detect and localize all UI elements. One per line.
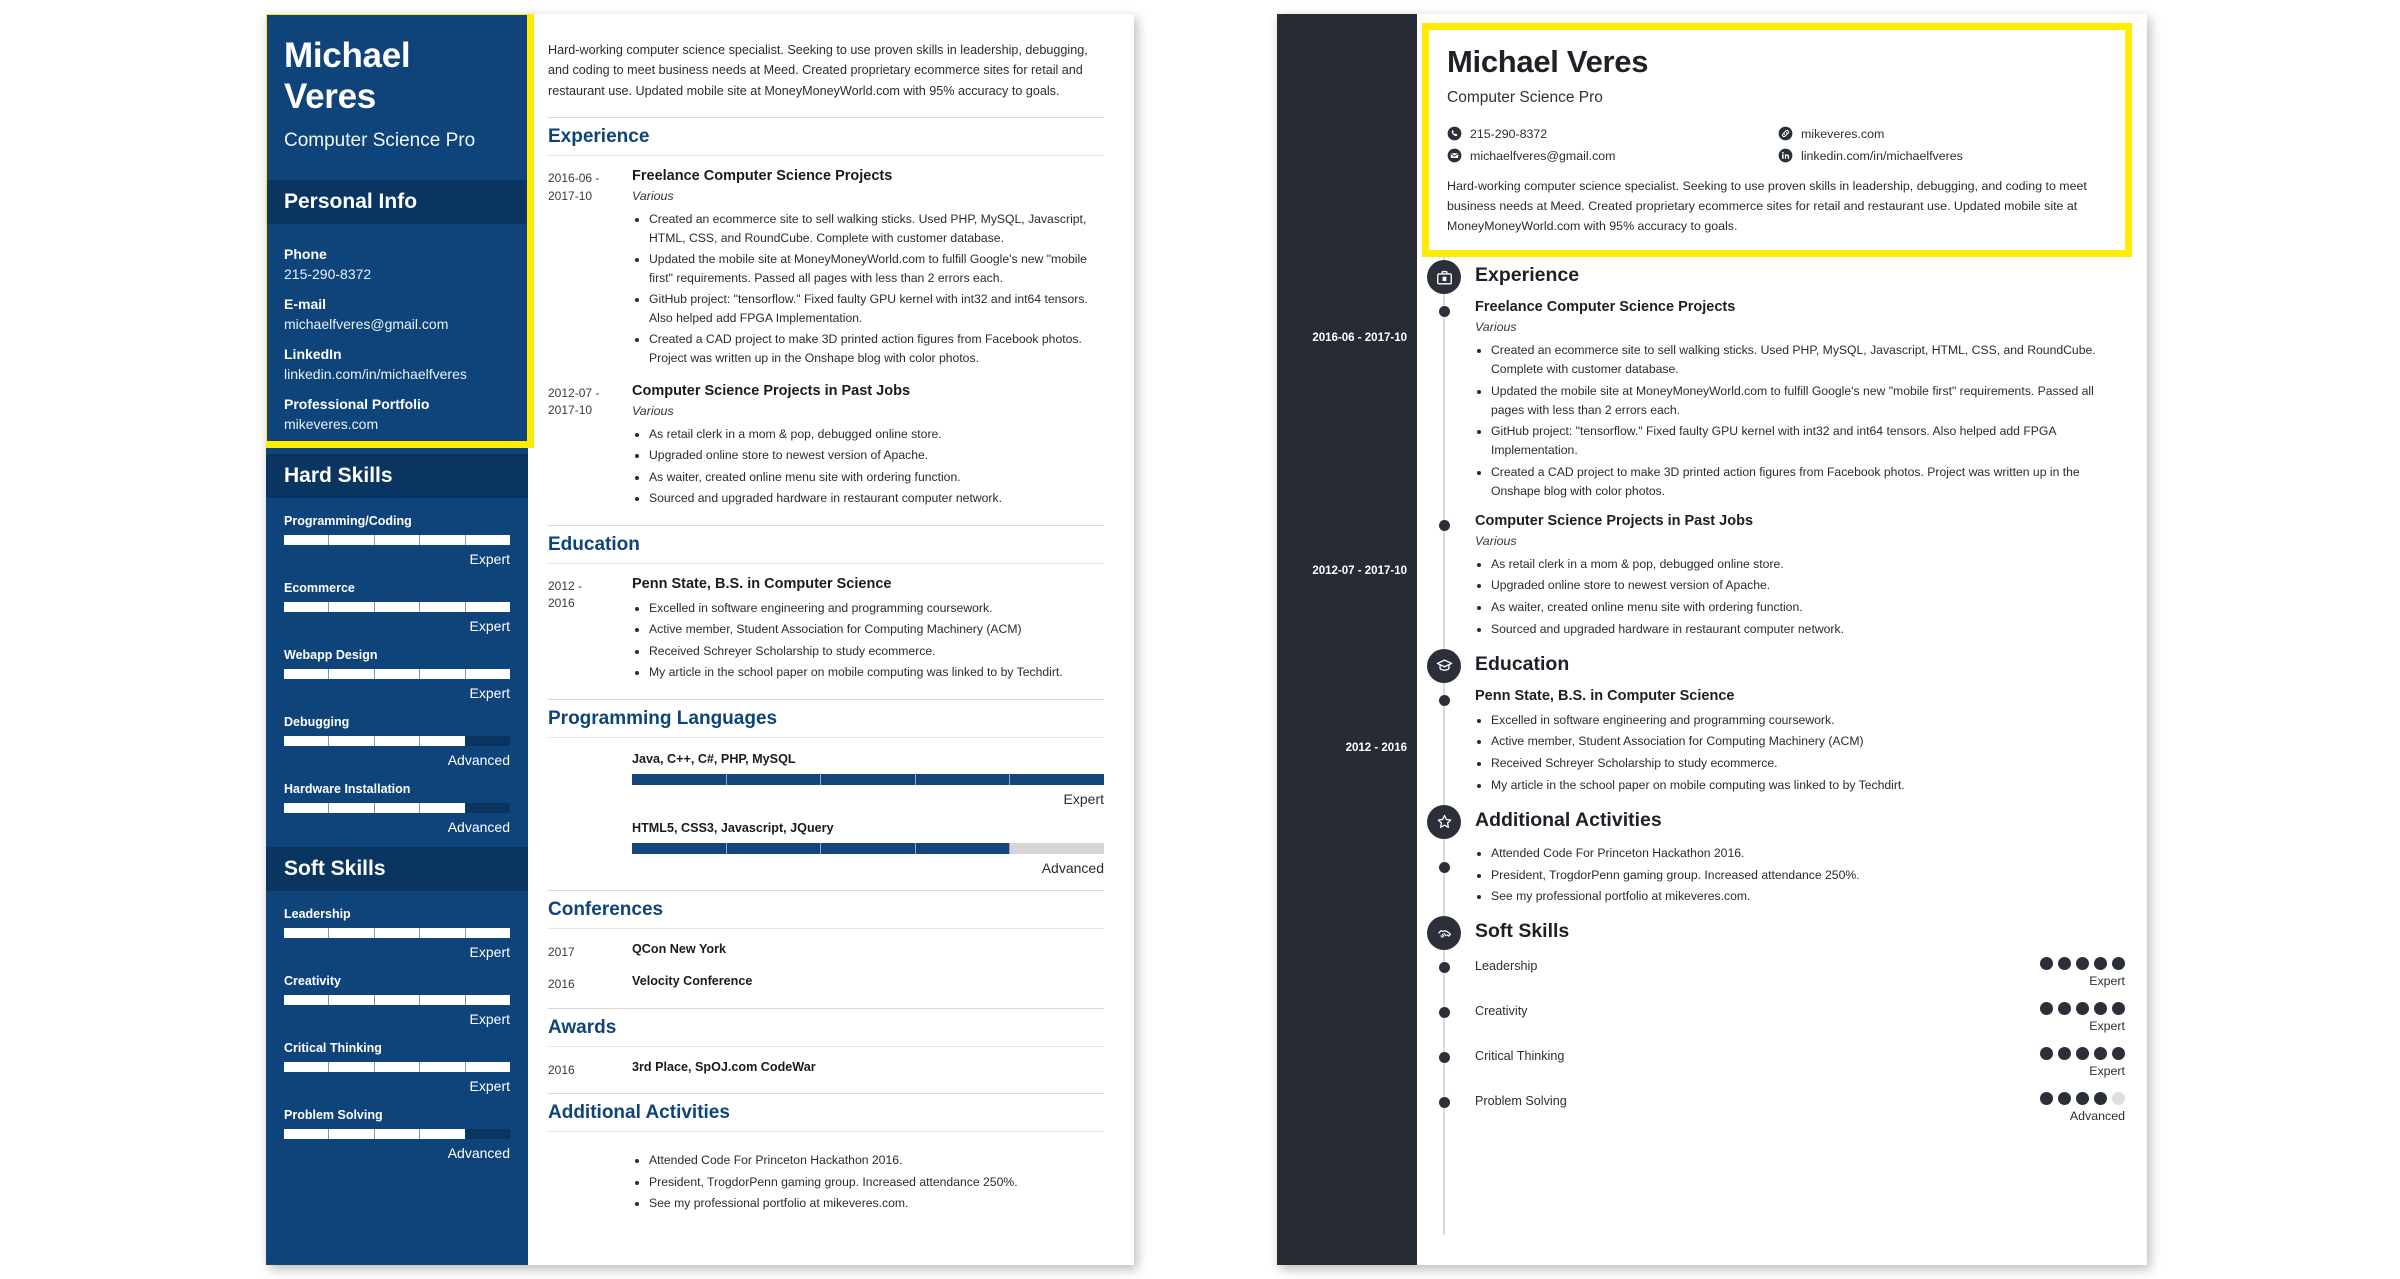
list-item: • Updated the mobile site at MoneyMoneyWorld.com to fulfill Google's new "mobile first" requirements. Passed all pages with less than 2 errors each. — [1491, 382, 2125, 420]
rating-dot-filled — [2076, 957, 2089, 970]
rating-dots — [2040, 1092, 2125, 1105]
rating-dot-filled — [2058, 957, 2071, 970]
list-item: • My article in the school paper on mobile computing was linked to by Techdirt. — [649, 663, 1104, 682]
list-item: • Upgraded online store to newest version of Apache. — [649, 446, 1104, 465]
right-header-highlight-box — [1429, 30, 2125, 250]
skill-label: Hardware Installation — [284, 782, 411, 796]
skill-bar — [284, 1129, 510, 1139]
skill-level: Advanced — [2069, 1109, 2125, 1124]
contact-value: 215-290-8372 — [1470, 126, 1548, 141]
skill-level: Expert — [469, 618, 510, 634]
left-resume-sidebar — [266, 14, 528, 1265]
contact-list — [266, 224, 528, 442]
list-item: • My article in the school paper on mobile computing was linked to by Techdirt. — [1491, 776, 2125, 795]
entry-org: Various — [1475, 533, 1517, 548]
skill-label: Creativity — [284, 974, 341, 988]
summary-text: Hard-working computer science specialist. Seeking to use proven skills in leadership, debugging, and coding to meet business needs at Meed. Created proprietary ecommerce sites for retail and restaurant use. Updated mobile site at MoneyMoneyWorld.com with 95% accuracy to goals. — [1447, 179, 2087, 234]
skill-level: Expert — [469, 685, 510, 701]
timeline-dot — [1439, 520, 1450, 531]
timeline-date: 2012-07 - 2017-10 — [1312, 565, 1407, 577]
skill-level: Expert — [469, 944, 510, 960]
experience-entry — [548, 383, 1104, 511]
timeline-date: 2016-06 - 2017-10 — [1312, 332, 1407, 344]
entry-dates: 2012 - 2016 — [548, 578, 583, 611]
rating-dot-filled — [2040, 957, 2053, 970]
skill-bar-ticks — [284, 602, 510, 612]
skill-label: Leadership — [284, 907, 351, 921]
award-row — [548, 1060, 1104, 1079]
list-item: • As retail clerk in a mom & pop, debugged online store. — [649, 425, 1104, 444]
list-item: • Active member, Student Association for Computing Machinery (ACM) — [649, 620, 1104, 639]
star-icon — [1427, 805, 1461, 839]
language-row — [548, 752, 1104, 807]
entry-bullets — [649, 425, 1104, 508]
skill-level: Expert — [469, 551, 510, 567]
rating-dots — [2040, 1002, 2125, 1015]
list-item: • Excelled in software engineering and programming coursework. — [1491, 711, 2125, 730]
linkedin-icon — [1778, 148, 1793, 163]
timeline-dot — [1439, 962, 1450, 973]
award-year: 2016 — [548, 1062, 575, 1077]
additional-activities-entry — [548, 1144, 1104, 1216]
language-level: Expert — [1063, 790, 1104, 807]
list-item: • Received Schreyer Scholarship to study ecommerce. — [649, 642, 1104, 661]
entry-role: Penn State, B.S. in Computer Science — [1475, 687, 1735, 704]
skill-bar-ticks — [284, 1062, 510, 1072]
entry-bullets — [1491, 844, 2125, 906]
skill-label: Critical Thinking — [1475, 1049, 1565, 1064]
skill-row — [284, 1041, 510, 1094]
rating-dot-filled — [2076, 1047, 2089, 1060]
contact-label-linkedin: LinkedIn — [284, 346, 342, 362]
entry-dates: 2012-07 - 2017-10 — [548, 385, 600, 417]
section-additional-activities — [1417, 805, 2125, 832]
list-item: • Excelled in software engineering and programming coursework. — [649, 599, 1104, 618]
rating-dot-filled — [2094, 957, 2107, 970]
rating-dot-filled — [2076, 1002, 2089, 1015]
section-header-soft-skills: Soft Skills — [266, 847, 528, 891]
section-heading-experience: Experience — [1475, 264, 1580, 287]
contact-linkedin[interactable] — [1778, 148, 2109, 163]
contact-value: mikeveres.com — [1801, 126, 1885, 141]
page-title: Michael Veres — [1447, 44, 1649, 79]
conference-year: 2016 — [548, 977, 575, 992]
list-item: • Upgraded online store to newest version of Apache. — [1491, 576, 2125, 595]
contact-email[interactable] — [1447, 148, 1778, 163]
section-heading-education: Education — [1475, 652, 1570, 675]
language-level: Advanced — [1041, 859, 1104, 876]
education-entry — [548, 576, 1104, 685]
entry-role: Computer Science Projects in Past Jobs — [632, 382, 911, 399]
contact-label-phone: Phone — [284, 246, 327, 262]
section-soft-skills — [1417, 916, 2125, 943]
skill-bar — [284, 803, 510, 813]
handshake-icon — [1427, 916, 1461, 950]
soft-skill-row — [1417, 1002, 2125, 1033]
skill-level: Expert — [2089, 1019, 2125, 1034]
section-heading-soft-skills: Soft Skills — [1475, 920, 1570, 943]
resume-page-right — [1277, 14, 2147, 1265]
list-item: • Updated the mobile site at MoneyMoneyWorld.com to fulfill Google's new "mobile first" requirements. Passed all pages with less than 2 errors each. — [649, 250, 1104, 287]
skill-row — [284, 581, 510, 634]
conference-row — [548, 942, 1104, 961]
rating-dot-filled — [2076, 1092, 2089, 1105]
resume-page-left — [266, 14, 1134, 1265]
skill-bar-ticks — [284, 736, 510, 746]
contact-value: michaelfveres@gmail.com — [1470, 148, 1616, 163]
timeline-dot — [1439, 306, 1450, 317]
contact-phone[interactable] — [1447, 126, 1778, 141]
rating-dot-filled — [2040, 1092, 2053, 1105]
skill-level: Advanced — [447, 819, 510, 835]
skill-row — [284, 514, 510, 567]
contact-value-portfolio: mikeveres.com — [284, 416, 379, 432]
rating-dot-filled — [2058, 1047, 2071, 1060]
language-bar-ticks — [632, 843, 1104, 854]
conference-row — [548, 974, 1104, 993]
entry-role: Computer Science Projects in Past Jobs — [1475, 512, 1754, 529]
entry-bullets — [1491, 341, 2125, 500]
language-label: Java, C++, C#, PHP, MySQL — [632, 751, 796, 766]
list-item: • Attended Code For Princeton Hackathon 2016. — [1491, 844, 2125, 863]
right-resume-main — [1417, 14, 2147, 1265]
skill-label: Ecommerce — [284, 581, 355, 595]
skill-bar — [284, 928, 510, 938]
entry-org: Various — [1475, 320, 1517, 335]
section-heading-education: Education — [548, 525, 1104, 564]
skill-row — [284, 1108, 510, 1161]
section-heading-programming-languages: Programming Languages — [548, 699, 1104, 738]
skill-row — [284, 715, 510, 768]
entry-bullets — [649, 210, 1104, 367]
entry-dates: 2016-06 - 2017-10 — [548, 171, 600, 203]
rating-dot-filled — [2094, 1002, 2107, 1015]
skill-label: Webapp Design — [284, 648, 378, 662]
skill-level: Advanced — [447, 1145, 510, 1161]
rating-dot-filled — [2112, 957, 2125, 970]
entry-role: Freelance Computer Science Projects — [1475, 299, 1736, 316]
rating-dot-filled — [2040, 1002, 2053, 1015]
rating-dot-filled — [2040, 1047, 2053, 1060]
section-header-hard-skills: Hard Skills — [266, 454, 528, 498]
skill-bar — [284, 602, 510, 612]
list-item: • As waiter, created online menu site with ordering function. — [1491, 598, 2125, 617]
contact-list — [1447, 119, 2109, 163]
skill-row — [284, 907, 510, 960]
hard-skills-list — [266, 498, 528, 835]
entry-bullets — [649, 599, 1104, 682]
list-item: • Created an ecommerce site to sell walking sticks. Used PHP, MySQL, Javascript, HTML, CSS, and RoundCube. Complete with customer database. — [649, 210, 1104, 247]
soft-skills-list — [266, 891, 528, 1161]
section-heading-additional-activities: Additional Activities — [1475, 808, 1662, 831]
rating-dots — [2040, 1047, 2125, 1060]
entry-bullets — [1491, 555, 2125, 639]
section-heading-additional-activities: Additional Activities — [548, 1093, 1104, 1132]
skill-bar-ticks — [284, 669, 510, 679]
entry-role: Penn State, B.S. in Computer Science — [632, 575, 892, 592]
entry-org: Various — [632, 189, 674, 204]
rating-dot-filled — [2094, 1047, 2107, 1060]
left-header-highlight-box — [266, 14, 528, 442]
skill-row — [284, 974, 510, 1027]
rating-dot-filled — [2058, 1092, 2071, 1105]
contact-portfolio[interactable] — [1778, 126, 2109, 141]
contact-label-email: E-mail — [284, 296, 327, 312]
entry-org: Various — [632, 403, 674, 418]
rating-dot-empty — [2112, 1092, 2125, 1105]
page-title — [284, 38, 510, 114]
list-item: • Created an ecommerce site to sell walking sticks. Used PHP, MySQL, Javascript, HTML, CSS, and RoundCube. Complete with customer database. — [1491, 341, 2125, 379]
left-name-block — [266, 14, 528, 168]
timeline-dot — [1439, 695, 1450, 706]
skill-label: Critical Thinking — [284, 1041, 382, 1055]
rating-dot-filled — [2112, 1047, 2125, 1060]
contact-label-portfolio: Professional Portfolio — [284, 396, 430, 412]
job-title: Computer Science Pro — [284, 130, 476, 151]
list-item: • GitHub project: "tensorflow." Fixed faulty GPU kernel with int32 and int64 tensors. Also helped add FPGA Implementation. — [649, 290, 1104, 327]
timeline-dot — [1439, 1052, 1450, 1063]
skill-level: Advanced — [447, 752, 510, 768]
list-item: • Received Schreyer Scholarship to study ecommerce. — [1491, 754, 2125, 773]
link-icon — [1778, 126, 1793, 141]
entry-bullets — [649, 1151, 1104, 1213]
skill-level: Expert — [469, 1078, 510, 1094]
skill-bar — [284, 736, 510, 746]
first-name: Michael — [284, 36, 411, 75]
left-resume-main — [528, 14, 1134, 1265]
list-item: • Sourced and upgraded hardware in restaurant computer network. — [1491, 620, 2125, 639]
section-heading-experience: Experience — [548, 117, 1104, 156]
skill-bar-ticks — [284, 1129, 510, 1139]
list-item: • As waiter, created online menu site with ordering function. — [649, 468, 1104, 487]
skill-label: Debugging — [284, 715, 350, 729]
contact-value-linkedin: linkedin.com/in/michaelfveres — [284, 366, 467, 382]
section-experience — [1417, 260, 2125, 287]
skill-row — [284, 648, 510, 701]
conference-name: Velocity Conference — [632, 974, 753, 989]
rating-dot-filled — [2112, 1002, 2125, 1015]
envelope-icon — [1447, 148, 1462, 163]
skill-bar — [284, 1062, 510, 1072]
rating-dot-filled — [2058, 1002, 2071, 1015]
list-item: • Active member, Student Association for Computing Machinery (ACM) — [1491, 732, 2125, 751]
section-heading-awards: Awards — [548, 1008, 1104, 1047]
section-education — [1417, 649, 2125, 676]
language-bar-ticks — [632, 774, 1104, 785]
list-item: • Sourced and upgraded hardware in restaurant computer network. — [649, 489, 1104, 508]
experience-entry — [1417, 299, 2125, 500]
skill-bar — [284, 669, 510, 679]
contact-value: linkedin.com/in/michaelfveres — [1801, 148, 1963, 163]
skill-label: Leadership — [1475, 959, 1538, 974]
skill-bar-ticks — [284, 995, 510, 1005]
conference-name: QCon New York — [632, 941, 727, 956]
phone-icon — [1447, 126, 1462, 141]
skill-bar-ticks — [284, 535, 510, 545]
contact-value-phone: 215-290-8372 — [284, 266, 372, 282]
additional-activities-entry — [1417, 844, 2125, 906]
summary-text: Hard-working computer science specialist. Seeking to use proven skills in leadership, debugging, and coding to meet business needs at Meed. Created proprietary ecommerce sites for retail and restaurant use. Updated mobile site at MoneyMoneyWorld.com with 95% accuracy to goals. — [548, 43, 1088, 98]
last-name: Veres — [284, 77, 376, 116]
section-heading-conferences: Conferences — [548, 890, 1104, 929]
list-item: • President, TrogdorPenn gaming group. Increased attendance 250%. — [1491, 866, 2125, 885]
language-bar — [632, 774, 1104, 785]
experience-entry — [1417, 513, 2125, 639]
entry-bullets — [1491, 711, 2125, 795]
skill-row — [284, 782, 510, 835]
graduation-cap-icon — [1427, 649, 1461, 683]
skill-level: Expert — [2089, 974, 2125, 989]
language-label: HTML5, CSS3, Javascript, JQuery — [632, 820, 834, 835]
list-item: • GitHub project: "tensorflow." Fixed faulty GPU kernel with int32 and int64 tensors. Also helped add FPGA Implementation. — [1491, 422, 2125, 460]
skill-bar-ticks — [284, 928, 510, 938]
skill-level: Expert — [2089, 1064, 2125, 1079]
soft-skill-row — [1417, 957, 2125, 988]
skill-label: Problem Solving — [1475, 1094, 1567, 1109]
list-item: • Created a CAD project to make 3D printed action figures from Facebook photos. Project was written up in the Onshape blog with color photos. — [649, 330, 1104, 367]
list-item: • President, TrogdorPenn gaming group. Increased attendance 250%. — [649, 1173, 1104, 1192]
language-row — [548, 821, 1104, 876]
timeline-dot — [1439, 862, 1450, 873]
skill-label: Programming/Coding — [284, 514, 412, 528]
education-entry — [1417, 688, 2125, 795]
timeline-date: 2012 - 2016 — [1345, 742, 1407, 754]
list-item: • See my professional portfolio at mikeveres.com. — [649, 1194, 1104, 1213]
section-header-personal-info: Personal Info — [266, 180, 528, 224]
briefcase-icon — [1427, 260, 1461, 294]
timeline-dot — [1439, 1097, 1450, 1108]
list-item: • As retail clerk in a mom & pop, debugged online store. — [1491, 555, 2125, 574]
soft-skill-row — [1417, 1047, 2125, 1078]
skill-bar — [284, 535, 510, 545]
soft-skill-row — [1417, 1092, 2125, 1123]
experience-entry — [548, 168, 1104, 370]
rating-dot-filled — [2094, 1092, 2107, 1105]
timeline-dot — [1439, 1007, 1450, 1018]
right-resume-timeline-sidebar — [1277, 14, 1417, 1265]
list-item: • See my professional portfolio at mikeveres.com. — [1491, 887, 2125, 906]
language-bar — [632, 843, 1104, 854]
award-name: 3rd Place, SpOJ.com CodeWar — [632, 1059, 816, 1074]
skill-label: Problem Solving — [284, 1108, 383, 1122]
skill-bar — [284, 995, 510, 1005]
list-item: • Attended Code For Princeton Hackathon 2016. — [649, 1151, 1104, 1170]
entry-role: Freelance Computer Science Projects — [632, 168, 893, 185]
skill-label: Creativity — [1475, 1004, 1528, 1019]
contact-value-email: michaelfveres@gmail.com — [284, 316, 449, 332]
rating-dots — [2040, 957, 2125, 970]
list-item: • Created a CAD project to make 3D printed action figures from Facebook photos. Project was written up in the Onshape blog with color photos. — [1491, 463, 2125, 501]
skill-level: Expert — [469, 1011, 510, 1027]
job-title: Computer Science Pro — [1447, 89, 1603, 106]
skill-bar-ticks — [284, 803, 510, 813]
conference-year: 2017 — [548, 944, 575, 959]
